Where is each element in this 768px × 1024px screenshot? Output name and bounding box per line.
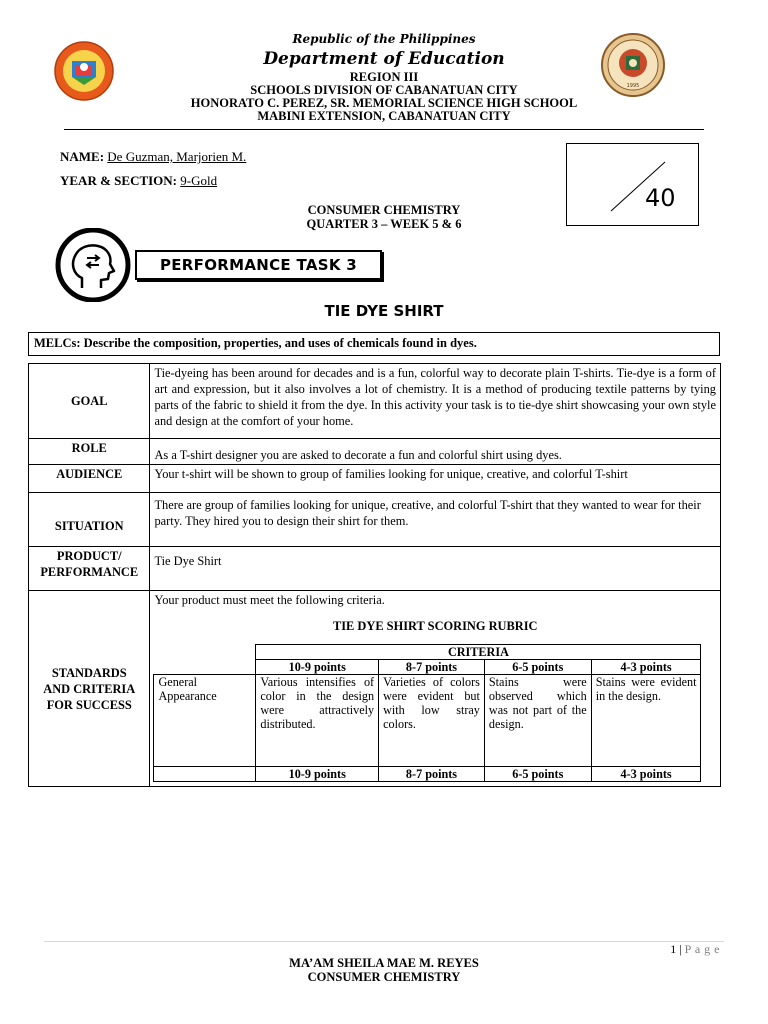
level-header: 6-5 points <box>484 660 591 675</box>
melc-text: MELCs: Describe the composition, properties, and uses of chemicals found in dyes. <box>34 336 477 350</box>
section-label: YEAR & SECTION: <box>60 173 178 188</box>
footer-teacher: MA’AM SHEILA MAE M. REYES <box>289 956 479 970</box>
head-brain-icon <box>49 228 137 307</box>
name-row <box>60 149 246 165</box>
performance-task-banner <box>135 250 382 280</box>
rubric-table <box>153 644 701 782</box>
division-line: SCHOOLS DIVISION OF CABANATUAN CITY <box>250 83 518 97</box>
rubric-cell: Stains were observed which was not part of the design. <box>484 675 591 767</box>
seal-year: 1995 <box>626 83 640 89</box>
section-value: 9-Gold <box>180 173 218 188</box>
rubric-cell: Various intensifies of color in the design were attractively distributed. <box>256 675 379 767</box>
rubric-levels-row <box>154 660 701 675</box>
level-header: 8-7 points <box>379 660 485 675</box>
audience-row <box>29 465 721 493</box>
role-text: As a T-shirt designer you are asked to decorate a fun and colorful shirt using dyes. <box>150 439 721 465</box>
rubric-cell: Stains were evident in the design. <box>591 675 701 767</box>
rubric-row-label: General Appearance <box>154 675 256 767</box>
footer-divider <box>44 941 724 942</box>
address-line: MABINI EXTENSION, CABANATUAN CITY <box>257 109 511 123</box>
rubric-cell: Varieties of colors were evident but with low stray colors. <box>379 675 485 767</box>
grasps-table <box>28 363 721 787</box>
situation-label: SITUATION <box>29 493 150 547</box>
level-header: 10-9 points <box>256 660 379 675</box>
product-label <box>29 547 150 591</box>
product-row <box>29 547 721 591</box>
rubric-appearance-row <box>154 675 701 767</box>
situation-text: There are group of families looking for unique, creative, and colorful T-shirt that they wanted to wear for their party. They hired you to design their shirt for them. <box>150 493 721 547</box>
audience-label: AUDIENCE <box>29 465 150 493</box>
school-line: HONORATO C. PEREZ, SR. MEMORIAL SCIENCE HIGH SCHOOL <box>190 96 578 110</box>
banner-text: PERFORMANCE TASK 3 <box>159 256 358 274</box>
standards-intro: Your product must meet the following criteria. <box>154 593 385 607</box>
footer-subject: CONSUMER CHEMISTRY <box>307 970 461 984</box>
page-word: P a g e <box>684 942 720 956</box>
role-label: ROLE <box>29 439 150 465</box>
goal-row <box>29 364 721 439</box>
score-total: 40 <box>645 184 676 212</box>
role-row <box>29 439 721 465</box>
standards-label-line1: STANDARDS <box>51 665 127 680</box>
melc-box <box>28 332 720 356</box>
standards-cell <box>150 591 721 787</box>
level-footer: 6-5 points <box>484 767 591 782</box>
name-value: De Guzman, Marjorien M. <box>107 149 247 164</box>
standards-row <box>29 591 721 787</box>
standards-label <box>29 591 150 787</box>
subject-quarter: QUARTER 3 – WEEK 5 & 6 <box>306 217 462 231</box>
standards-label-line2: AND CRITERIA <box>43 681 136 696</box>
criteria-header: CRITERIA <box>256 645 701 660</box>
rubric-title: TIE DYE SHIRT SCORING RUBRIC <box>332 619 538 633</box>
rubric-criteria-row <box>154 645 701 660</box>
product-label-line2: PERFORMANCE <box>40 565 139 579</box>
level-header: 4-3 points <box>591 660 701 675</box>
goal-label: GOAL <box>29 364 150 439</box>
audience-text: Your t-shirt will be shown to group of families looking for unique, creative, and colorful T-shirt <box>150 465 721 493</box>
situation-row <box>29 493 721 547</box>
page-number: 1 | P a g e <box>670 942 720 956</box>
section-row <box>60 173 217 189</box>
level-footer: 4-3 points <box>591 767 701 782</box>
level-footer: 8-7 points <box>379 767 485 782</box>
name-label: NAME: <box>60 149 105 164</box>
product-text: Tie Dye Shirt <box>150 547 721 591</box>
product-label-line1: PRODUCT/ <box>56 549 122 563</box>
department-line: Department of Education <box>263 49 505 69</box>
rubric-levels-row-bottom <box>154 767 701 782</box>
region-line: REGION III <box>349 70 419 84</box>
republic-line: Republic of the Philippines <box>292 32 476 46</box>
header-divider <box>64 129 704 130</box>
goal-text: Tie-dyeing has been around for decades and is a fun, colorful way to decorate plain T-shirts. Tie-dye is a form of art and expression, but it also involves a lot of chemistry. It is a method of producing textile patterns by tying parts of the fabric to shield it from the dye. In this activity your task is to tie-dye shirt showcasing your own style and design at the comfort of your home. <box>150 364 721 439</box>
page-num: 1 <box>670 942 677 956</box>
standards-label-line3: FOR SUCCESS <box>46 697 132 712</box>
task-title: TIE DYE SHIRT <box>324 302 444 320</box>
level-footer: 10-9 points <box>256 767 379 782</box>
subject-title: CONSUMER CHEMISTRY <box>307 203 461 217</box>
